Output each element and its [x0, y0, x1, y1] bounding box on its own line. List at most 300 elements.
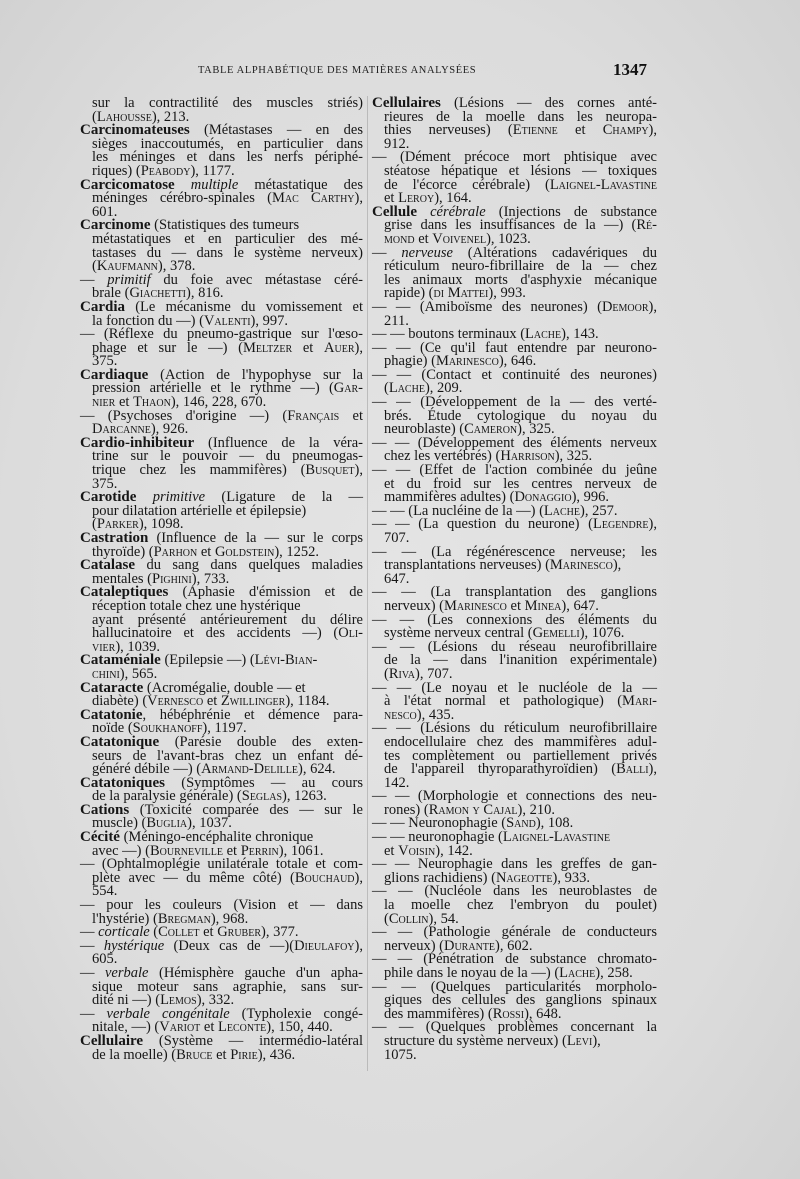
index-line-text: [372, 518, 657, 532]
index-entry: [372, 679, 657, 723]
index-text: ),: [354, 462, 363, 479]
author-name: Bregman: [157, 910, 211, 927]
index-entry: [80, 858, 363, 899]
index-text: grise dans les insuffisances de la —) (: [384, 217, 637, 234]
index-text: — (Réflexe du pneumo-gastrique sur l'œso-: [80, 326, 363, 343]
index-text: (Injections de substance: [485, 203, 657, 220]
index-text: et: [212, 1046, 231, 1063]
index-text: 605.: [92, 951, 118, 968]
author-name: Buglia: [146, 815, 188, 832]
index-text: ),: [648, 761, 657, 778]
index-text: l'hystérie) (: [92, 910, 158, 927]
index-line-text: [384, 763, 657, 777]
author-name: Gemelli: [532, 625, 580, 642]
index-entry: [372, 831, 657, 858]
index-line-text: [92, 869, 363, 886]
author-name: Pirie: [230, 1046, 258, 1063]
index-text: ), 1039.: [115, 638, 161, 655]
index-text: à l'état normal et pathologique) (: [384, 693, 623, 710]
index-text: tastases du — dans le système nerveux): [92, 244, 363, 261]
index-line: [80, 937, 363, 954]
index-text: les animaux morts d'asphyxie mécanique: [384, 271, 657, 288]
index-text: phile dans le noyau de la —) (: [384, 965, 560, 981]
index-text: et: [200, 1019, 218, 1036]
index-line-text: [372, 298, 657, 315]
index-text: — — neuronophagie (: [372, 829, 503, 846]
index-text: muscle) (: [92, 815, 147, 832]
index-text: ),: [354, 339, 363, 356]
index-text: glions rachidiens) (: [384, 869, 496, 886]
index-line-text: [92, 1046, 296, 1063]
index-text: métastatique des: [238, 176, 364, 193]
index-text: ), 733.: [191, 570, 230, 587]
index-entry: [372, 790, 657, 817]
author-name: Demoor: [601, 298, 649, 315]
author-name: Thaon: [133, 394, 171, 411]
index-entry: [80, 586, 363, 654]
index-entry: [80, 733, 363, 778]
index-qualifier: multiple: [174, 176, 239, 193]
index-text: brés. Étude cytologique du noyau du: [384, 407, 657, 424]
index-text: système nerveux central (: [384, 625, 533, 642]
index-text: ), 602.: [495, 937, 533, 954]
index-text: — — (Les connexions des éléments du: [372, 611, 657, 628]
author-name: Dieulafoy: [294, 937, 355, 954]
index-text: et: [506, 597, 525, 614]
index-text: — (Dément précoce mort phtisique avec: [372, 149, 657, 166]
index-text: noïde (: [92, 720, 133, 737]
index-text: stéatose hépatique et lésions — toxiques: [384, 162, 657, 179]
author-name: Leconte: [218, 1019, 267, 1036]
index-entry: [372, 244, 658, 302]
index-text: du foie avec métastase céré-: [150, 271, 364, 288]
index-qualifier: corticale: [98, 924, 150, 941]
index-text: brale (: [92, 285, 130, 302]
index-text: — — (Lésions du réseau neurofibrillaire: [372, 638, 657, 655]
index-text: ), 968.: [210, 910, 249, 927]
index-text: généré débile —) (: [92, 761, 202, 778]
index-text: de l'écorce cérébrale) (: [384, 176, 550, 193]
index-entry: [372, 298, 657, 329]
index-text: ),: [592, 1032, 601, 1049]
index-text: (: [384, 380, 389, 397]
index-heading: Castration: [80, 530, 149, 546]
author-name: Marinesco: [549, 557, 613, 574]
index-text: (Le mécanisme du vomissement et: [125, 298, 363, 315]
author-name: nier: [92, 394, 116, 411]
index-heading: Cellulaires: [372, 95, 441, 111]
index-text: neuroblaste) (: [384, 421, 465, 438]
index-text: ), 1263.: [282, 788, 327, 805]
index-text: (Acromégalie, double — et: [143, 679, 306, 696]
index-text: ), 325.: [517, 421, 555, 438]
index-text: (Toxicité comparée des — sur le: [129, 801, 363, 818]
index-line: [80, 1046, 363, 1063]
author-name: Marinesco: [435, 353, 499, 370]
index-heading: Carotide: [80, 489, 137, 506]
index-qualifier: primitif: [107, 271, 151, 288]
index-text: (Lésions — des cornes anté-: [440, 95, 657, 111]
index-text: ), 209.: [424, 380, 463, 397]
index-text: ), 210.: [517, 801, 555, 818]
index-line: [372, 298, 657, 315]
index-text: ), 1184.: [285, 693, 330, 710]
index-text: — (Psychoses d'origine —) (: [80, 407, 288, 424]
index-entry: [80, 407, 363, 438]
author-name: vier: [92, 638, 116, 655]
index-text: ), 1197.: [202, 720, 247, 737]
index-text: ayant présenté antérieurement du délire: [92, 611, 363, 628]
index-text: (: [92, 108, 97, 125]
index-text: — — (Quelques problèmes concernant la: [372, 1019, 657, 1036]
index-text: ),: [648, 122, 658, 139]
index-entry: [372, 926, 657, 953]
index-line-text: [80, 937, 363, 954]
author-name: nesco: [384, 706, 417, 723]
index-text: (: [384, 665, 389, 682]
index-text: des mammifères) (: [384, 1005, 493, 1022]
index-text: ),: [648, 516, 657, 533]
index-text: ), 377.: [261, 924, 299, 941]
index-text: nerveux) (: [384, 937, 444, 954]
author-name: Français: [287, 407, 340, 424]
index-line-text: [92, 464, 363, 478]
index-text: giques des cellules des ganglions spinaux: [384, 992, 657, 1009]
index-text: thies nerveuses) (: [384, 122, 513, 139]
index-entry: [372, 203, 657, 247]
index-text: mentales (: [92, 570, 152, 587]
author-name: Peabody: [140, 162, 191, 179]
index-entry: [372, 518, 657, 545]
author-name: Armand-Delille: [201, 761, 298, 778]
index-text: tes complètement ou partiellement privés: [384, 747, 657, 764]
index-text: plète avec — du même côté) (: [92, 869, 295, 886]
author-name: Rossi: [492, 1005, 525, 1022]
author-name: Leroy: [398, 190, 435, 207]
author-name: Legendre: [593, 516, 649, 533]
index-text: ), 435.: [416, 706, 455, 723]
index-entry: [80, 706, 363, 737]
author-name: di Mattei: [433, 285, 489, 302]
index-text: 1075.: [384, 1046, 417, 1063]
index-text: phagie) (: [384, 353, 436, 370]
author-name: Lahousse: [96, 108, 152, 125]
index-text: (Epilepsie —) (: [160, 652, 255, 669]
author-name: Harrison: [500, 448, 555, 465]
index-text: réticulum neuro-fibrillaire de la — chez: [384, 258, 657, 275]
index-text: —: [80, 937, 104, 954]
author-name: Bourneville: [149, 842, 223, 859]
index-text: ), 54.: [428, 910, 459, 927]
index-text: — — (Quelques particularités morpholo-: [372, 978, 657, 995]
index-heading: Cations: [80, 801, 130, 818]
index-text: — — (Nucléole dans les neuroblastes de: [372, 883, 657, 900]
index-entry: [372, 366, 657, 397]
author-name: Collin: [388, 910, 429, 927]
index-text: ), 993.: [488, 285, 526, 302]
index-text: ), 142.: [435, 842, 473, 859]
index-entry: [80, 176, 364, 220]
index-text: les méninges et dans les nerfs périphé-: [92, 149, 363, 166]
author-name: Collet: [158, 924, 200, 941]
index-text: la fonction du —) (: [92, 312, 204, 329]
index-heading: Cardia: [80, 298, 125, 315]
author-name: Lache: [388, 380, 425, 397]
index-text: — — (La transplantation des ganglions: [372, 584, 657, 601]
index-heading: Cardio-inhibiteur: [80, 434, 195, 451]
index-text: — — (Pénétration de substance chromato-: [372, 951, 657, 968]
index-text: ), 707.: [415, 665, 453, 682]
index-entry: [372, 586, 657, 613]
index-qualifier: nerveuse: [401, 244, 453, 261]
index-text: ), 1061.: [278, 842, 324, 859]
author-name: Vernesco: [147, 693, 204, 710]
index-text: et: [199, 924, 218, 941]
running-title: TABLE ALPHABÉTIQUE DES MATIÈRES ANALYSÉES: [198, 65, 477, 76]
index-entry: [372, 1021, 657, 1062]
index-text: de la moelle) (: [92, 1046, 177, 1063]
index-text: ), 1076.: [579, 625, 625, 642]
author-name: Oli-: [338, 625, 363, 642]
index-text: 647.: [384, 570, 410, 587]
author-name: Etienne: [512, 122, 558, 139]
author-name: Meltzer: [242, 339, 293, 356]
index-text: seurs de l'avant-bras chez un enfant dé-: [92, 747, 363, 764]
index-text: (Influence de la véra-: [194, 434, 363, 451]
column-rule: [367, 96, 368, 1071]
index-text: réception totale chez une hystérique: [92, 597, 301, 614]
index-entry: [80, 366, 363, 411]
index-text: —: [80, 965, 105, 981]
index-line: [80, 192, 363, 206]
index-heading: Catatoniques: [80, 774, 166, 791]
index-entry: [80, 899, 363, 926]
author-name: Lache: [525, 326, 562, 343]
index-heading: Catalase: [80, 557, 135, 574]
index-text: ), 213.: [151, 108, 190, 125]
index-text: — — (Effet de l'action combinée du jeûne: [372, 462, 657, 479]
author-name: Riva: [388, 665, 415, 682]
index-text: ),: [612, 557, 622, 574]
index-text: trique chez les mammifères) (: [92, 462, 306, 479]
index-entry: [80, 328, 363, 369]
index-text: et: [557, 122, 603, 139]
index-entry: [80, 967, 363, 1008]
index-text: —: [80, 271, 108, 288]
author-name: Bouchaud: [294, 869, 355, 886]
index-text: rones) (: [384, 801, 429, 818]
author-name: Nageotte: [495, 869, 553, 886]
index-heading: Carcicomatose: [80, 176, 175, 193]
index-text: ), 933.: [552, 869, 590, 886]
index-qualifier: cérébrale: [417, 203, 486, 220]
index-line-text: [384, 124, 657, 138]
index-entry: [80, 937, 363, 968]
author-name: Parhon: [153, 543, 198, 560]
index-text: thyroïde) (: [92, 543, 154, 560]
index-text: 707.: [384, 530, 410, 546]
index-entry: [80, 434, 363, 492]
index-text: (Statistiques des tumeurs: [150, 217, 300, 234]
index-text: ), 150, 440.: [266, 1019, 333, 1036]
author-name: Laignel-Lavastine: [502, 829, 611, 846]
index-text: ), 1098.: [138, 516, 184, 533]
author-name: Zwillinger: [220, 693, 286, 710]
index-text: ), 648.: [524, 1005, 562, 1022]
author-name: Variot: [159, 1019, 201, 1036]
index-text: — — (Amiboïsme des neurones) (: [372, 298, 602, 315]
index-text: ),: [354, 937, 363, 954]
index-text: ), 332.: [196, 992, 235, 1009]
index-text: du sang dans quelques maladies: [135, 557, 363, 574]
index-entry: [372, 953, 657, 980]
index-line: [80, 339, 363, 356]
index-text: ), 926.: [150, 421, 189, 438]
author-name: Lache: [543, 502, 581, 519]
index-text: 601.: [92, 203, 118, 220]
index-text: , hébéphrénie et démence para-: [142, 706, 363, 723]
index-heading: Cardiaque: [80, 366, 149, 383]
index-entry: [372, 722, 657, 790]
index-text: — — (La régénérescence nerveuse; les: [372, 543, 657, 560]
index-text: et: [222, 842, 241, 859]
index-text: — — (La question du neurone) (: [372, 516, 593, 533]
author-name: Valenti: [203, 312, 251, 329]
index-text: (Hémisphère gauche d'un apha-: [148, 965, 363, 981]
index-line: [372, 1046, 657, 1063]
index-qualifier: primitive: [136, 489, 206, 506]
index-text: de la paralysie générale) (: [92, 788, 242, 805]
index-text: ), 146, 228, 670.: [170, 394, 267, 411]
index-line: [372, 559, 657, 573]
index-line-text: [384, 1046, 417, 1063]
index-text: structure du système nerveux) (: [384, 1032, 567, 1049]
index-text: ), 1023.: [486, 230, 531, 247]
author-name: Gar-: [333, 380, 363, 397]
index-text: 375.: [92, 353, 118, 370]
author-name: Voivenel: [432, 230, 487, 247]
author-name: chini: [92, 665, 120, 682]
index-text: nitale, —) (: [92, 1019, 160, 1036]
index-text: —: [80, 1005, 107, 1022]
author-name: Donaggio: [514, 489, 572, 506]
index-entry: [372, 434, 657, 465]
index-text: chez les vertébrés) (: [384, 448, 501, 465]
author-name: Busquet: [305, 462, 355, 479]
index-heading: Cellule: [372, 203, 417, 220]
index-text: ), 816.: [186, 285, 224, 302]
index-heading: Cataleptiques: [80, 584, 169, 601]
index-text: — (Ophtalmoplégie unilatérale totale et com-: [80, 856, 363, 873]
index-entry: [80, 491, 363, 532]
index-text: — — (Ce qu'il faut entendre par neurono-: [372, 339, 657, 356]
index-text: (Action de l'hypophyse sur la: [148, 366, 363, 383]
author-name: Mari-: [622, 693, 657, 710]
author-name: Lache: [559, 965, 596, 981]
index-text: ), 646.: [498, 353, 537, 370]
author-name: Mac Carthy: [271, 190, 355, 207]
author-name: Champy: [602, 122, 649, 139]
index-text: et: [384, 842, 399, 859]
index-entry: [372, 638, 657, 682]
index-text: — — (La nucléine de la —) (: [372, 502, 544, 519]
index-entry: [372, 885, 657, 926]
index-entry: [372, 858, 657, 885]
author-name: Sand: [506, 815, 536, 832]
index-text: ), 257.: [580, 502, 618, 519]
index-entry: [372, 151, 657, 205]
author-name: Parker: [96, 516, 139, 533]
index-text: ),: [354, 190, 363, 207]
index-text: sièges inaccoutumés, en particulier dans: [92, 135, 363, 152]
author-name: Minea: [524, 597, 562, 614]
index-entry: [80, 774, 363, 805]
index-text: et du froid sur les centres nerveux de: [384, 475, 657, 492]
index-text: (Ligature de la —: [205, 489, 363, 506]
index-heading: Cellulaire: [80, 1032, 144, 1049]
index-text: trine sur le pouvoir — du pneumogas-: [92, 448, 363, 465]
index-text: — — (Lésions du réticulum neurofibrillaire: [372, 720, 657, 737]
index-line: [372, 518, 657, 532]
index-text: (: [92, 258, 97, 275]
index-line: [80, 464, 363, 478]
index-text: — — boutons terminaux (: [372, 326, 526, 343]
author-name: Balli: [616, 761, 649, 778]
index-text: ), 997.: [250, 312, 288, 329]
author-name: Levi: [566, 1032, 593, 1049]
index-entry: [80, 1005, 363, 1036]
author-name: Seglas: [241, 788, 283, 805]
index-heading: Carcinome: [80, 217, 151, 234]
index-heading: Catatonie: [80, 706, 143, 723]
index-text: 142.: [384, 774, 410, 791]
index-text: (: [384, 910, 389, 927]
index-line-text: [92, 192, 363, 206]
index-text: — — (Le noyau et le nucléole de la —: [372, 679, 657, 696]
index-text: transplantations nerveuses) (: [384, 557, 550, 574]
index-text: ), 325.: [554, 448, 593, 465]
index-text: (Symptômes — au cours: [165, 774, 363, 791]
index-qualifier: verbale: [105, 965, 149, 981]
author-name: mond: [384, 230, 415, 247]
index-text: 375.: [92, 475, 118, 492]
index-entry: [80, 679, 363, 710]
index-text: — — (Contact et continuité des neurones): [372, 366, 657, 383]
index-text: ), 436.: [257, 1046, 296, 1063]
index-text: (Parésie double des exten-: [159, 733, 363, 750]
author-name: Ramon y Cajal: [428, 801, 518, 818]
index-entry: [80, 831, 363, 858]
author-name: Pighini: [152, 570, 192, 587]
index-text: (Influence de la — sur le corps: [148, 530, 363, 546]
index-text: et: [203, 693, 221, 710]
index-entry: [80, 298, 363, 329]
index-text: ),: [648, 298, 657, 315]
index-text: ), 143.: [561, 326, 599, 343]
index-text: la moelle chez l'embryon du poulet): [384, 897, 657, 914]
index-entry: [372, 339, 657, 370]
index-text: ), 624.: [297, 761, 336, 778]
index-text: ),: [354, 869, 363, 886]
index-qualifier: hystérique: [103, 937, 165, 954]
index-line-text: [92, 339, 363, 356]
index-text: 211.: [384, 312, 409, 329]
index-entry: [80, 124, 363, 178]
index-text: riques) (: [92, 162, 141, 179]
right-column: [372, 97, 657, 1062]
index-entry: [80, 532, 363, 559]
index-entry: [80, 219, 363, 273]
